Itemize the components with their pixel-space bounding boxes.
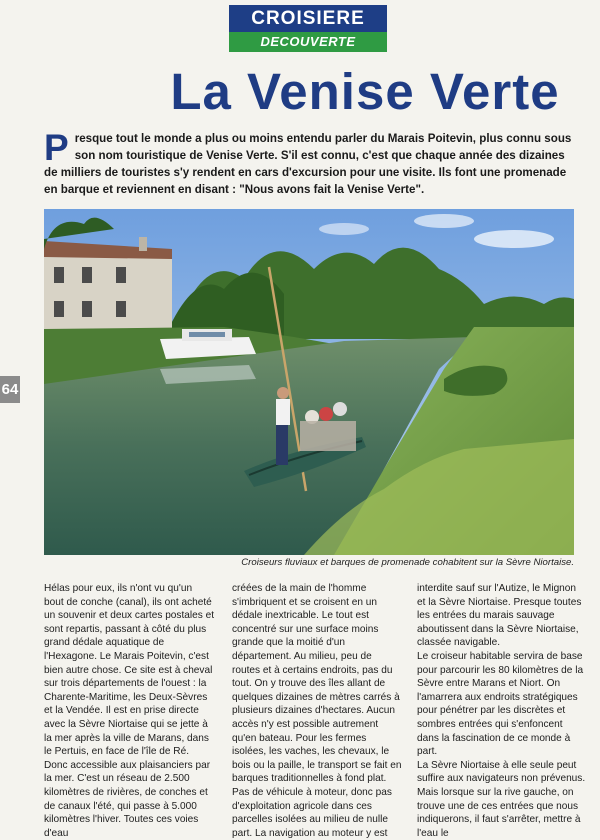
text-column-2: [232, 582, 402, 840]
paragraph: interdite sauf sur l'Autize, le Mignon et la Sèvre Niortaise. Presque toutes les entrées du marais sauvage aboutissent dans la Sèvre Niortaise, classée navigable.: [417, 583, 582, 649]
article-intro: [44, 127, 574, 198]
page-number: 64: [0, 376, 20, 403]
intro-text: resque tout le monde a plus ou moins entendu parler du Marais Poitevin, plus connu sous son nom touristique de Venise Verte. S'il est connu, c'est que chaque année des dizaines de milliers de touristes s'y rendent en cars d'excursion pour une visite. Ils font une promenade en barque et reviennent en disant : "Nous avons fait la Venise Verte".: [44, 132, 572, 196]
paragraph: Le croiseur habitable servira de base pour parcourir les 80 kilomètres de la Sèvre entre Marans et Niort. On l'amarrera aux endroits stratégiques pour pénétrer par les discrètes et sombres entrées qui s'enfoncent dans la fascination de ce monde à part.: [417, 650, 584, 758]
paragraph: Hélas pour eux, ils n'ont vu qu'un bout de conche (canal), ils ont acheté un souvenir et deux cartes postales et sont repartis, passant à côté du plus grand dédale aquatique de l'Hexagone. Le Marais Poitevin, c'est bien autre chose. Ce site est à cheval sur trois départements de l'ouest : la Charente-Maritime, les Deux-Sèvres et la Vendée. Il est en prise directe avec la Sèvre Niortaise qui se jette à la mer après la ville de Marans, dans le Pertuis, en face de l'île de Ré. Donc accessible aux plaisanciers par la mer. C'est un réseau de 2.500 kilomètres de rivières, de conches et de canaux l'été, qui passe à 5.000 kilomètres l'hiver. Toutes ces voies d'eau: [44, 583, 215, 839]
section-badge: [229, 5, 387, 52]
subsection-label: DECOUVERTE: [229, 32, 387, 52]
paragraph: La Sèvre Niortaise à elle seule peut suffire aux navigateurs non prévenus. Mais lorsque sur la rive gauche, on trouve une de ces entrées que nous indiquerons, il faut s'arrêter, mettre à l'eau le: [417, 759, 586, 839]
text-column-3: [417, 582, 587, 840]
photo-caption: Croiseurs fluviaux et barques de promenade cohabitent sur la Sèvre Niortaise.: [241, 557, 574, 568]
canal-photo-illustration: [44, 209, 574, 555]
section-label: CROISIERE: [229, 5, 387, 32]
canal-photo: [44, 209, 574, 555]
text-column-1: [44, 582, 214, 840]
drop-cap: P: [44, 127, 69, 168]
paragraph: créées de la main de l'homme s'imbriquent et se croisent en un dédale inextricable. Le tout est concentré sur une surface moins grande que la moitié d'un département. Au milieu, peu de routes et à certains endroits, pas du tout. On y trouve des îles allant de quelques dizaines de mètres carrés à plusieurs dizaines d'hectares. Aucun accès n'y est possible autrement qu'en bateau. Pour les fermes isolées, les vaches, les chevaux, le bois ou la paille, le transport se fait en barques traditionnelles à fond plat. Pas de véhicule à moteur, donc pas d'exploitation agricole dans ces parcelles isolées au milieu de nulle part. La navigation au moteur y est: [232, 583, 402, 839]
article-title: La Venise Verte: [170, 63, 560, 120]
